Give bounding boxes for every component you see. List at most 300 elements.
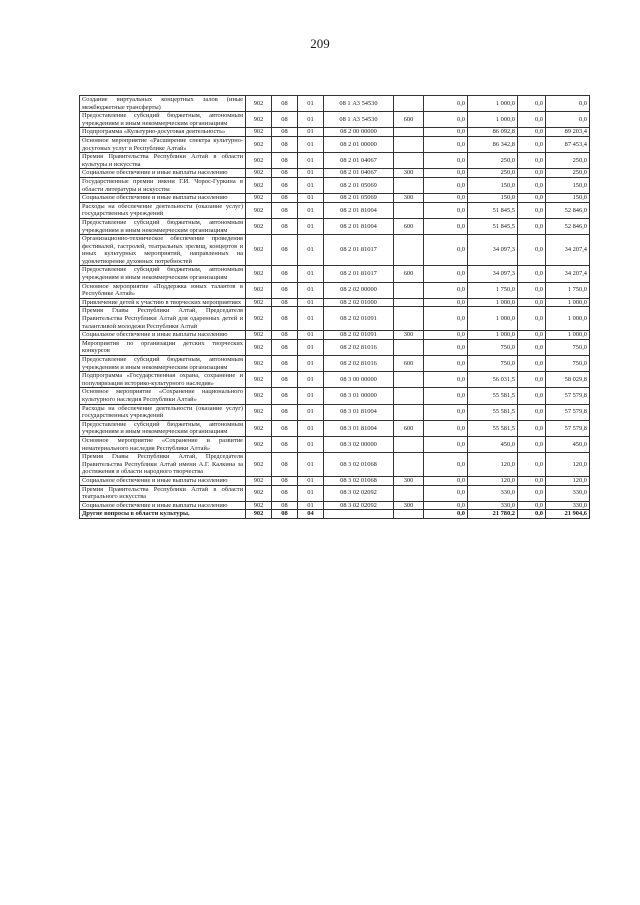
cell-code: 902 bbox=[246, 202, 272, 218]
cell-subsection: 01 bbox=[298, 298, 324, 307]
cell-subsection: 01 bbox=[298, 307, 324, 331]
cell-amount-2: 1 000,0 bbox=[468, 307, 518, 331]
cell-name: Подпрограмма «Государственная охрана, сохранение и популяризация историко-культурного наследия» bbox=[80, 372, 246, 388]
cell-amount-2: 34 097,3 bbox=[468, 266, 518, 282]
cell-name: Социальное обеспечение и иные выплаты населению bbox=[80, 331, 246, 340]
cell-amount-2: 1 000,0 bbox=[468, 96, 518, 112]
cell-target-article: 08 3 02 00000 bbox=[324, 436, 394, 452]
cell-subsection: 01 bbox=[298, 153, 324, 169]
cell-amount-3: 0,0 bbox=[518, 404, 546, 420]
cell-amount-4: 250,0 bbox=[546, 153, 590, 169]
cell-expense-type bbox=[394, 453, 424, 477]
cell-target-article: 08 2 01 81004 bbox=[324, 202, 394, 218]
cell-name: Подпрограмма «Культурно-досуговая деятельность» bbox=[80, 128, 246, 137]
cell-amount-2: 56 031,5 bbox=[468, 372, 518, 388]
cell-name: Премия Главы Республики Алтай, Председателя Правительства Республики Алтай имени А.Г. Калкина за достижения в области народного творчества bbox=[80, 453, 246, 477]
table-row bbox=[80, 136, 590, 152]
cell-amount-2: 330,0 bbox=[468, 501, 518, 510]
table-row bbox=[80, 169, 590, 178]
cell-subsection: 01 bbox=[298, 331, 324, 340]
cell-code: 902 bbox=[246, 218, 272, 234]
cell-expense-type: 600 bbox=[394, 356, 424, 372]
cell-amount-4: 21 904,6 bbox=[546, 510, 590, 519]
cell-amount-2: 750,0 bbox=[468, 356, 518, 372]
table-row bbox=[80, 235, 590, 266]
cell-expense-type: 300 bbox=[394, 331, 424, 340]
cell-subsection: 01 bbox=[298, 96, 324, 112]
cell-amount-2: 86 342,8 bbox=[468, 136, 518, 152]
cell-subsection: 01 bbox=[298, 476, 324, 485]
cell-name: Государственные премии имени Г.И. Чорос-Гуркина в области литературы и искусства bbox=[80, 177, 246, 193]
cell-amount-4: 250,0 bbox=[546, 169, 590, 178]
cell-section: 08 bbox=[272, 194, 298, 203]
cell-code: 902 bbox=[246, 485, 272, 501]
cell-expense-type bbox=[394, 128, 424, 137]
cell-subsection: 01 bbox=[298, 136, 324, 152]
table-row bbox=[80, 96, 590, 112]
cell-code: 902 bbox=[246, 153, 272, 169]
cell-target-article: 08 3 02 01068 bbox=[324, 453, 394, 477]
cell-amount-3: 0,0 bbox=[518, 194, 546, 203]
cell-name: Создание виртуальных концертных залов (иные межбюджетные трансферты) bbox=[80, 96, 246, 112]
cell-amount-3: 0,0 bbox=[518, 356, 546, 372]
cell-section: 08 bbox=[272, 128, 298, 137]
table-row bbox=[80, 404, 590, 420]
cell-amount-2: 1 000,0 bbox=[468, 112, 518, 128]
cell-code: 902 bbox=[246, 476, 272, 485]
cell-section: 08 bbox=[272, 266, 298, 282]
cell-section: 08 bbox=[272, 202, 298, 218]
cell-name: Мероприятия по организации детских творческих конкурсов bbox=[80, 339, 246, 355]
cell-code: 902 bbox=[246, 194, 272, 203]
cell-code: 902 bbox=[246, 420, 272, 436]
cell-amount-2: 55 581,5 bbox=[468, 420, 518, 436]
cell-amount-4: 89 203,4 bbox=[546, 128, 590, 137]
cell-amount-2: 51 845,5 bbox=[468, 218, 518, 234]
cell-amount-1: 0,0 bbox=[424, 476, 468, 485]
cell-code: 902 bbox=[246, 298, 272, 307]
cell-target-article: 08 2 01 81017 bbox=[324, 235, 394, 266]
cell-subsection: 01 bbox=[298, 420, 324, 436]
cell-amount-3: 0,0 bbox=[518, 266, 546, 282]
cell-expense-type: 600 bbox=[394, 266, 424, 282]
cell-amount-3: 0,0 bbox=[518, 235, 546, 266]
cell-code: 902 bbox=[246, 177, 272, 193]
cell-amount-1: 0,0 bbox=[424, 339, 468, 355]
cell-amount-1: 0,0 bbox=[424, 453, 468, 477]
cell-amount-4: 57 579,8 bbox=[546, 388, 590, 404]
budget-table bbox=[79, 95, 590, 519]
cell-section: 08 bbox=[272, 420, 298, 436]
table-row bbox=[80, 485, 590, 501]
cell-target-article: 08 2 01 81017 bbox=[324, 266, 394, 282]
table-row bbox=[80, 202, 590, 218]
table-row bbox=[80, 420, 590, 436]
cell-section: 08 bbox=[272, 218, 298, 234]
cell-section: 08 bbox=[272, 169, 298, 178]
cell-amount-1: 0,0 bbox=[424, 112, 468, 128]
cell-amount-3: 0,0 bbox=[518, 128, 546, 137]
cell-expense-type: 300 bbox=[394, 169, 424, 178]
cell-expense-type bbox=[394, 404, 424, 420]
cell-name: Социальное обеспечение и иные выплаты населению bbox=[80, 169, 246, 178]
cell-subsection: 01 bbox=[298, 194, 324, 203]
cell-amount-3: 0,0 bbox=[518, 331, 546, 340]
cell-amount-4: 1 750,0 bbox=[546, 282, 590, 298]
cell-name: Расходы на обеспечение деятельности (оказание услуг) государственных учреждений bbox=[80, 202, 246, 218]
cell-subsection: 01 bbox=[298, 112, 324, 128]
cell-expense-type bbox=[394, 436, 424, 452]
cell-subsection: 01 bbox=[298, 266, 324, 282]
cell-amount-2: 21 780,2 bbox=[468, 510, 518, 519]
cell-expense-type bbox=[394, 235, 424, 266]
cell-amount-4: 57 579,8 bbox=[546, 404, 590, 420]
cell-amount-3: 0,0 bbox=[518, 453, 546, 477]
cell-amount-1: 0,0 bbox=[424, 307, 468, 331]
cell-section: 08 bbox=[272, 136, 298, 152]
table-row bbox=[80, 372, 590, 388]
cell-target-article: 08 2 02 01091 bbox=[324, 307, 394, 331]
cell-amount-3: 0,0 bbox=[518, 501, 546, 510]
cell-subsection: 01 bbox=[298, 453, 324, 477]
cell-name: Предоставление субсидий бюджетным, автономным учреждениям и иным некоммерческим организациям bbox=[80, 420, 246, 436]
table-row bbox=[80, 153, 590, 169]
cell-amount-2: 150,0 bbox=[468, 177, 518, 193]
cell-amount-2: 34 097,3 bbox=[468, 235, 518, 266]
cell-amount-3: 0,0 bbox=[518, 169, 546, 178]
cell-name: Предоставление субсидий бюджетным, автономным учреждениям и иным некоммерческим организациям bbox=[80, 112, 246, 128]
cell-target-article: 08 2 01 04067 bbox=[324, 169, 394, 178]
cell-amount-3: 0,0 bbox=[518, 372, 546, 388]
cell-amount-2: 450,0 bbox=[468, 436, 518, 452]
cell-section: 08 bbox=[272, 501, 298, 510]
cell-name: Привлечение детей к участию в творческих мероприятиях bbox=[80, 298, 246, 307]
cell-amount-1: 0,0 bbox=[424, 96, 468, 112]
cell-amount-3: 0,0 bbox=[518, 420, 546, 436]
table-row bbox=[80, 298, 590, 307]
table-row bbox=[80, 307, 590, 331]
cell-section: 08 bbox=[272, 153, 298, 169]
cell-expense-type bbox=[394, 96, 424, 112]
cell-section: 08 bbox=[272, 96, 298, 112]
cell-name: Другие вопросы в области культуры, bbox=[80, 510, 246, 519]
cell-expense-type: 600 bbox=[394, 112, 424, 128]
cell-subsection: 04 bbox=[298, 510, 324, 519]
cell-expense-type bbox=[394, 282, 424, 298]
cell-name: Основное мероприятие «Поддержка юных талантов в Республике Алтай» bbox=[80, 282, 246, 298]
cell-section: 08 bbox=[272, 372, 298, 388]
cell-target-article: 08 2 02 81016 bbox=[324, 356, 394, 372]
cell-amount-3: 0,0 bbox=[518, 136, 546, 152]
cell-target-article: 08 3 00 00000 bbox=[324, 372, 394, 388]
cell-amount-4: 150,0 bbox=[546, 194, 590, 203]
table-row bbox=[80, 218, 590, 234]
cell-expense-type bbox=[394, 307, 424, 331]
table-row bbox=[80, 476, 590, 485]
cell-subsection: 01 bbox=[298, 282, 324, 298]
cell-amount-1: 0,0 bbox=[424, 501, 468, 510]
cell-amount-2: 120,0 bbox=[468, 453, 518, 477]
cell-subsection: 01 bbox=[298, 372, 324, 388]
cell-amount-4: 52 846,0 bbox=[546, 218, 590, 234]
cell-code: 902 bbox=[246, 356, 272, 372]
cell-section: 08 bbox=[272, 453, 298, 477]
cell-amount-3: 0,0 bbox=[518, 298, 546, 307]
cell-code: 902 bbox=[246, 453, 272, 477]
cell-name: Социальное обеспечение и иные выплаты населению bbox=[80, 194, 246, 203]
cell-subsection: 01 bbox=[298, 436, 324, 452]
cell-code: 902 bbox=[246, 136, 272, 152]
cell-target-article: 08 1 А3 54530 bbox=[324, 96, 394, 112]
cell-target-article: 08 3 02 02092 bbox=[324, 485, 394, 501]
table-row bbox=[80, 282, 590, 298]
cell-target-article: 08 2 02 01000 bbox=[324, 298, 394, 307]
cell-amount-2: 55 581,5 bbox=[468, 404, 518, 420]
cell-expense-type bbox=[394, 298, 424, 307]
cell-expense-type: 300 bbox=[394, 501, 424, 510]
cell-amount-1: 0,0 bbox=[424, 235, 468, 266]
cell-amount-2: 750,0 bbox=[468, 339, 518, 355]
table-row bbox=[80, 510, 590, 519]
cell-amount-2: 1 000,0 bbox=[468, 298, 518, 307]
cell-amount-4: 120,0 bbox=[546, 476, 590, 485]
cell-amount-1: 0,0 bbox=[424, 510, 468, 519]
cell-amount-4: 330,0 bbox=[546, 501, 590, 510]
cell-amount-3: 0,0 bbox=[518, 388, 546, 404]
cell-amount-3: 0,0 bbox=[518, 177, 546, 193]
cell-target-article bbox=[324, 510, 394, 519]
cell-amount-1: 0,0 bbox=[424, 388, 468, 404]
cell-amount-4: 0,0 bbox=[546, 96, 590, 112]
cell-section: 08 bbox=[272, 331, 298, 340]
cell-expense-type bbox=[394, 388, 424, 404]
cell-expense-type bbox=[394, 136, 424, 152]
cell-name: Расходы на обеспечение деятельности (оказание услуг) государственных учреждений bbox=[80, 404, 246, 420]
cell-expense-type bbox=[394, 485, 424, 501]
cell-section: 08 bbox=[272, 112, 298, 128]
cell-expense-type bbox=[394, 372, 424, 388]
cell-section: 08 bbox=[272, 298, 298, 307]
cell-section: 08 bbox=[272, 510, 298, 519]
cell-target-article: 08 3 01 81004 bbox=[324, 420, 394, 436]
cell-amount-2: 86 092,8 bbox=[468, 128, 518, 137]
cell-expense-type: 600 bbox=[394, 218, 424, 234]
cell-target-article: 08 2 00 00000 bbox=[324, 128, 394, 137]
cell-amount-4: 150,0 bbox=[546, 177, 590, 193]
cell-amount-1: 0,0 bbox=[424, 136, 468, 152]
cell-amount-4: 0,0 bbox=[546, 112, 590, 128]
cell-amount-4: 1 000,0 bbox=[546, 307, 590, 331]
cell-expense-type: 300 bbox=[394, 476, 424, 485]
cell-amount-4: 750,0 bbox=[546, 339, 590, 355]
cell-amount-4: 330,0 bbox=[546, 485, 590, 501]
cell-subsection: 01 bbox=[298, 501, 324, 510]
cell-expense-type bbox=[394, 177, 424, 193]
cell-section: 08 bbox=[272, 282, 298, 298]
cell-amount-1: 0,0 bbox=[424, 202, 468, 218]
table-row bbox=[80, 388, 590, 404]
page-number: 209 bbox=[310, 36, 330, 51]
cell-subsection: 01 bbox=[298, 128, 324, 137]
cell-section: 08 bbox=[272, 436, 298, 452]
cell-name: Основное мероприятие «Сохранение национального культурного наследия Республики Алтай» bbox=[80, 388, 246, 404]
cell-amount-3: 0,0 bbox=[518, 510, 546, 519]
table-row bbox=[80, 177, 590, 193]
cell-target-article: 08 2 02 81016 bbox=[324, 339, 394, 355]
cell-amount-1: 0,0 bbox=[424, 128, 468, 137]
cell-name: Предоставление субсидий бюджетным, автономным учреждениям и иным некоммерческим организациям bbox=[80, 266, 246, 282]
cell-section: 08 bbox=[272, 356, 298, 372]
table-row bbox=[80, 194, 590, 203]
cell-amount-2: 120,0 bbox=[468, 476, 518, 485]
cell-code: 902 bbox=[246, 96, 272, 112]
table-row bbox=[80, 356, 590, 372]
cell-amount-4: 450,0 bbox=[546, 436, 590, 452]
cell-amount-4: 57 579,8 bbox=[546, 420, 590, 436]
cell-subsection: 01 bbox=[298, 235, 324, 266]
cell-section: 08 bbox=[272, 404, 298, 420]
cell-code: 902 bbox=[246, 339, 272, 355]
cell-expense-type: 600 bbox=[394, 420, 424, 436]
cell-amount-1: 0,0 bbox=[424, 356, 468, 372]
cell-target-article: 08 2 01 04067 bbox=[324, 153, 394, 169]
cell-code: 902 bbox=[246, 372, 272, 388]
cell-expense-type bbox=[394, 153, 424, 169]
cell-amount-1: 0,0 bbox=[424, 331, 468, 340]
cell-section: 08 bbox=[272, 485, 298, 501]
cell-section: 08 bbox=[272, 177, 298, 193]
cell-name: Премия Правительства Республики Алтай в области театрального искусства bbox=[80, 485, 246, 501]
cell-section: 08 bbox=[272, 235, 298, 266]
cell-name: Социальное обеспечение и иные выплаты населению bbox=[80, 501, 246, 510]
cell-amount-2: 250,0 bbox=[468, 169, 518, 178]
cell-amount-3: 0,0 bbox=[518, 202, 546, 218]
cell-amount-2: 51 845,5 bbox=[468, 202, 518, 218]
cell-amount-1: 0,0 bbox=[424, 177, 468, 193]
cell-name: Премия Правительства Республики Алтай в области культуры и искусства bbox=[80, 153, 246, 169]
cell-amount-1: 0,0 bbox=[424, 153, 468, 169]
cell-amount-1: 0,0 bbox=[424, 485, 468, 501]
cell-amount-2: 1 750,0 bbox=[468, 282, 518, 298]
cell-target-article: 08 3 01 81004 bbox=[324, 404, 394, 420]
cell-amount-1: 0,0 bbox=[424, 218, 468, 234]
cell-amount-3: 0,0 bbox=[518, 476, 546, 485]
table-row bbox=[80, 501, 590, 510]
cell-amount-1: 0,0 bbox=[424, 404, 468, 420]
cell-subsection: 01 bbox=[298, 218, 324, 234]
cell-code: 902 bbox=[246, 436, 272, 452]
cell-code: 902 bbox=[246, 501, 272, 510]
table-body bbox=[80, 96, 590, 519]
cell-section: 08 bbox=[272, 476, 298, 485]
cell-amount-1: 0,0 bbox=[424, 266, 468, 282]
cell-target-article: 08 3 02 01068 bbox=[324, 476, 394, 485]
cell-code: 902 bbox=[246, 510, 272, 519]
cell-target-article: 08 2 02 01091 bbox=[324, 331, 394, 340]
cell-code: 902 bbox=[246, 169, 272, 178]
cell-amount-4: 34 207,4 bbox=[546, 266, 590, 282]
cell-code: 902 bbox=[246, 282, 272, 298]
cell-amount-3: 0,0 bbox=[518, 485, 546, 501]
cell-subsection: 01 bbox=[298, 169, 324, 178]
cell-amount-1: 0,0 bbox=[424, 436, 468, 452]
cell-amount-4: 52 846,0 bbox=[546, 202, 590, 218]
cell-amount-4: 750,0 bbox=[546, 356, 590, 372]
table-row bbox=[80, 331, 590, 340]
cell-amount-4: 120,0 bbox=[546, 453, 590, 477]
cell-amount-1: 0,0 bbox=[424, 298, 468, 307]
table-row bbox=[80, 112, 590, 128]
cell-name: Предоставление субсидий бюджетным, автономным учреждениям и иным некоммерческим организациям bbox=[80, 356, 246, 372]
cell-name: Предоставление субсидий бюджетным, автономным учреждениям и иным некоммерческим организациям bbox=[80, 218, 246, 234]
cell-amount-2: 55 581,5 bbox=[468, 388, 518, 404]
cell-amount-1: 0,0 bbox=[424, 194, 468, 203]
table-row bbox=[80, 436, 590, 452]
cell-code: 902 bbox=[246, 266, 272, 282]
cell-expense-type bbox=[394, 202, 424, 218]
cell-amount-4: 58 029,8 bbox=[546, 372, 590, 388]
cell-expense-type bbox=[394, 339, 424, 355]
cell-code: 902 bbox=[246, 128, 272, 137]
cell-amount-3: 0,0 bbox=[518, 307, 546, 331]
cell-code: 902 bbox=[246, 404, 272, 420]
table-row bbox=[80, 128, 590, 137]
cell-subsection: 01 bbox=[298, 388, 324, 404]
cell-code: 902 bbox=[246, 307, 272, 331]
cell-amount-3: 0,0 bbox=[518, 153, 546, 169]
table-row bbox=[80, 266, 590, 282]
cell-amount-4: 1 000,0 bbox=[546, 298, 590, 307]
cell-amount-4: 34 207,4 bbox=[546, 235, 590, 266]
cell-subsection: 01 bbox=[298, 356, 324, 372]
cell-target-article: 08 2 01 05069 bbox=[324, 194, 394, 203]
cell-target-article: 08 3 02 02092 bbox=[324, 501, 394, 510]
cell-amount-1: 0,0 bbox=[424, 169, 468, 178]
cell-subsection: 01 bbox=[298, 339, 324, 355]
cell-name: Социальное обеспечение и иные выплаты населению bbox=[80, 476, 246, 485]
cell-subsection: 01 bbox=[298, 177, 324, 193]
cell-amount-3: 0,0 bbox=[518, 282, 546, 298]
cell-amount-4: 1 000,0 bbox=[546, 331, 590, 340]
cell-name: Организационно-техническое обеспечение проведения фестивалей, гастролей, театральных зрелищ, концертов и иных культурных мероприятий, направленных на удовлетворение духовных потребностей bbox=[80, 235, 246, 266]
table-row bbox=[80, 453, 590, 477]
cell-subsection: 01 bbox=[298, 404, 324, 420]
cell-code: 902 bbox=[246, 112, 272, 128]
cell-name: Премия Главы Республики Алтай, Председателя Правительства Республики Алтай для одаренных детей и талантливой молодежи Республики Алтай bbox=[80, 307, 246, 331]
cell-section: 08 bbox=[272, 307, 298, 331]
cell-target-article: 08 2 01 05069 bbox=[324, 177, 394, 193]
cell-section: 08 bbox=[272, 388, 298, 404]
cell-amount-3: 0,0 bbox=[518, 112, 546, 128]
cell-subsection: 01 bbox=[298, 485, 324, 501]
cell-section: 08 bbox=[272, 339, 298, 355]
cell-expense-type: 300 bbox=[394, 194, 424, 203]
cell-code: 902 bbox=[246, 388, 272, 404]
cell-code: 902 bbox=[246, 235, 272, 266]
cell-amount-2: 1 000,0 bbox=[468, 331, 518, 340]
cell-target-article: 08 2 01 00000 bbox=[324, 136, 394, 152]
cell-subsection: 01 bbox=[298, 202, 324, 218]
cell-name: Основное мероприятие «Расширение спектра культурно-досуговых услуг в Республике Алтай» bbox=[80, 136, 246, 152]
cell-name: Основное мероприятие «Сохранение и развитие нематериального наследия Республики Алтай» bbox=[80, 436, 246, 452]
table-row bbox=[80, 339, 590, 355]
cell-amount-2: 330,0 bbox=[468, 485, 518, 501]
cell-target-article: 08 1 А3 54530 bbox=[324, 112, 394, 128]
cell-amount-4: 87 453,4 bbox=[546, 136, 590, 152]
cell-code: 902 bbox=[246, 331, 272, 340]
cell-amount-1: 0,0 bbox=[424, 282, 468, 298]
cell-target-article: 08 3 01 00000 bbox=[324, 388, 394, 404]
